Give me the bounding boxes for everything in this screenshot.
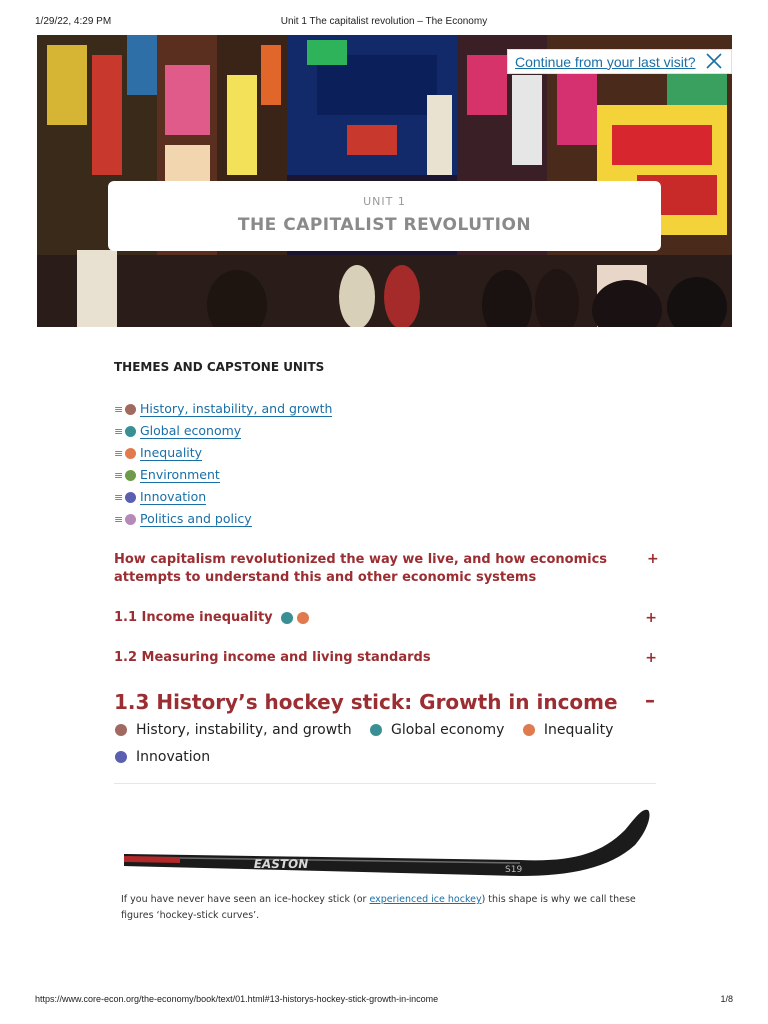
themes-list (114, 398, 332, 530)
theme-link-innovation[interactable]: Innovation (140, 488, 207, 504)
drag-handle-icon: ≡ (114, 424, 124, 438)
theme-tag (115, 747, 210, 767)
print-url: https://www.core-econ.org/the-economy/book/text/01.html#13-historys-hockey-stick-growth-in-income (35, 994, 439, 1004)
section-1-3-label: 1.3 History’s hockey stick: Growth in income (114, 690, 618, 714)
theme-item (114, 420, 332, 442)
theme-tag (370, 720, 504, 740)
caption-text-before: If you have never have seen an ice-hockey stick (or (121, 894, 370, 905)
section-1-1-heading[interactable] (114, 610, 659, 625)
theme-tag-label: Innovation (136, 749, 211, 765)
drag-handle-icon: ≡ (114, 490, 124, 504)
drag-handle-icon: ≡ (114, 468, 124, 482)
theme-tag (115, 720, 352, 740)
caption-link[interactable]: experienced ice hockey (369, 894, 482, 905)
section-1-1-label: 1.1 Income inequality (114, 610, 273, 625)
theme-item (114, 486, 332, 508)
continue-last-visit-button[interactable] (507, 49, 732, 74)
theme-link-global-economy[interactable]: Global economy (140, 422, 242, 438)
stick-brand: EASTON (252, 857, 310, 871)
unit-title: THE CAPITALIST REVOLUTION (237, 215, 532, 235)
theme-item (114, 442, 332, 464)
theme-tag-label: History, instability, and growth (136, 722, 352, 738)
theme-item (114, 464, 332, 486)
collapse-icon[interactable]: – (645, 688, 655, 712)
caption-text-after: ) this shape is why we call these figures ‘hockey-stick curves’. (121, 894, 636, 921)
unit-number: UNIT 1 (363, 195, 406, 208)
theme-item (114, 508, 332, 530)
section-1-2-label: 1.2 Measuring income and living standards (114, 650, 431, 665)
page-number: 1/8 (720, 994, 733, 1004)
section-1-3-heading[interactable] (114, 690, 659, 714)
theme-dot-icon (281, 612, 293, 624)
theme-dot-icon (297, 612, 309, 624)
section-1-3-theme-tags (115, 720, 635, 774)
unit-title-card (108, 181, 661, 251)
theme-dot-icon (125, 470, 136, 481)
theme-tag-label: Global economy (391, 722, 505, 738)
theme-dot-icon (125, 448, 136, 459)
theme-tag (523, 720, 614, 740)
expand-icon[interactable]: + (645, 650, 657, 666)
theme-item (114, 398, 332, 420)
theme-tag-label: Inequality (543, 722, 614, 738)
theme-link-environment[interactable]: Environment (140, 466, 220, 482)
hockey-stick-image (120, 800, 655, 880)
section-1-2-heading[interactable] (114, 650, 659, 665)
theme-dot-icon (125, 426, 136, 437)
continue-last-visit-label: Continue from your last visit? (515, 53, 696, 70)
expand-icon[interactable]: + (645, 610, 657, 626)
divider (114, 783, 656, 784)
theme-dot-icon (125, 404, 136, 415)
print-header (0, 16, 768, 30)
theme-dot-icon (523, 724, 535, 736)
theme-dot-icon (115, 724, 127, 736)
theme-link-history[interactable]: History, instability, and growth (140, 400, 333, 416)
drag-handle-icon: ≡ (114, 402, 124, 416)
print-title: Unit 1 The capitalist revolution – The Economy (280, 16, 488, 27)
close-icon[interactable] (705, 52, 723, 70)
theme-link-politics[interactable]: Politics and policy (140, 510, 252, 526)
expand-icon[interactable]: + (647, 551, 659, 567)
themes-heading: THEMES AND CAPSTONE UNITS (114, 360, 325, 374)
theme-dot-icon (115, 751, 127, 763)
drag-handle-icon: ≡ (114, 446, 124, 460)
theme-dot-icon (370, 724, 382, 736)
drag-handle-icon: ≡ (114, 512, 124, 526)
theme-dot-icon (125, 492, 136, 503)
stick-model: S19 (505, 865, 523, 875)
image-caption (121, 892, 641, 924)
theme-dot-icon (125, 514, 136, 525)
theme-link-inequality[interactable]: Inequality (140, 444, 203, 460)
section-intro-heading[interactable]: How capitalism revolutionized the way we live, and how economics attempts to understand this and other economic systems (114, 552, 608, 585)
print-date: 1/29/22, 4:29 PM (35, 16, 112, 27)
